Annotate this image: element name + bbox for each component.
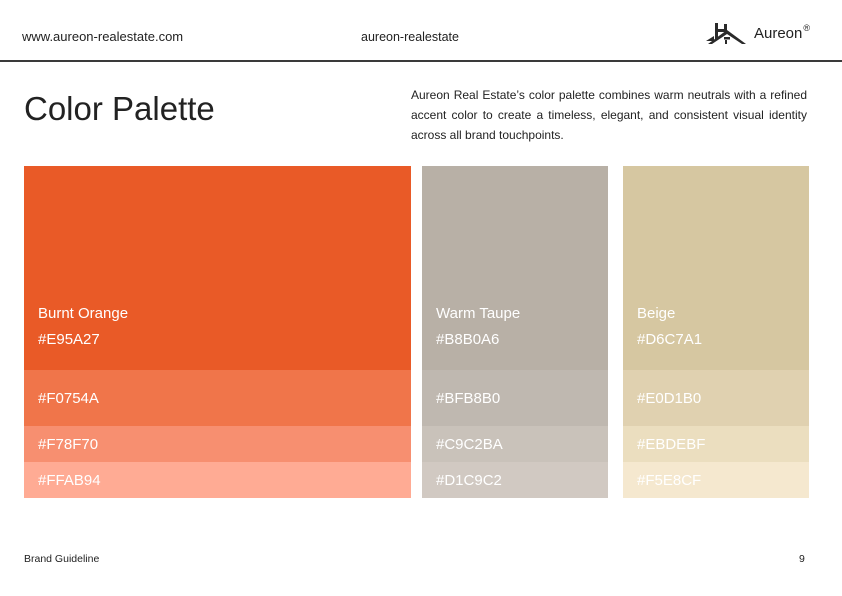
registered-mark: ® — [803, 23, 811, 33]
tint-swatch: #D1C9C2 — [422, 462, 608, 498]
brand-name: Aureon — [754, 25, 803, 42]
website-url[interactable]: www.aureon-realestate.com — [22, 29, 184, 44]
page-title: Color Palette — [24, 90, 215, 127]
page-header — [0, 0, 842, 61]
primary-swatch — [422, 166, 608, 370]
page-number: 9 — [799, 553, 805, 565]
swatch-name: Burnt Orange — [38, 305, 129, 322]
tint-swatch: #BFB8B0 — [422, 370, 608, 426]
header-handle: aureon-realestate — [361, 30, 459, 44]
primary-swatch — [623, 166, 809, 370]
swatch-hex: #E95A27 — [38, 331, 100, 348]
intro-paragraph: Aureon Real Estate’s color palette combines warm neutrals with a refined accent color to create a timeless, elegant, and consistent visual identity across all brand touchpoints. — [411, 88, 807, 142]
tint-swatch: #F5E8CF — [623, 462, 809, 498]
tint-swatch: #E0D1B0 — [623, 370, 809, 426]
footer-label: Brand Guideline — [24, 553, 100, 565]
swatch-column-beige — [623, 166, 809, 498]
swatch-column-burnt-orange — [24, 166, 411, 498]
header-divider — [0, 60, 842, 62]
primary-swatch — [24, 166, 411, 370]
tint-swatch: #C9C2BA — [422, 426, 608, 462]
tint-swatch: #FFAB94 — [24, 462, 411, 498]
tint-swatch: #EBDEBF — [623, 426, 809, 462]
swatch-hex: #B8B0A6 — [436, 331, 500, 348]
swatch-name: Warm Taupe — [436, 305, 521, 322]
tint-swatch: #F78F70 — [24, 426, 411, 462]
brand-lockup — [706, 23, 810, 45]
tint-swatch: #F0754A — [24, 370, 411, 426]
house-roof-logo-icon — [706, 23, 748, 45]
swatch-name: Beige — [637, 305, 676, 322]
swatch-hex: #D6C7A1 — [637, 331, 703, 348]
swatch-column-warm-taupe — [422, 166, 608, 498]
